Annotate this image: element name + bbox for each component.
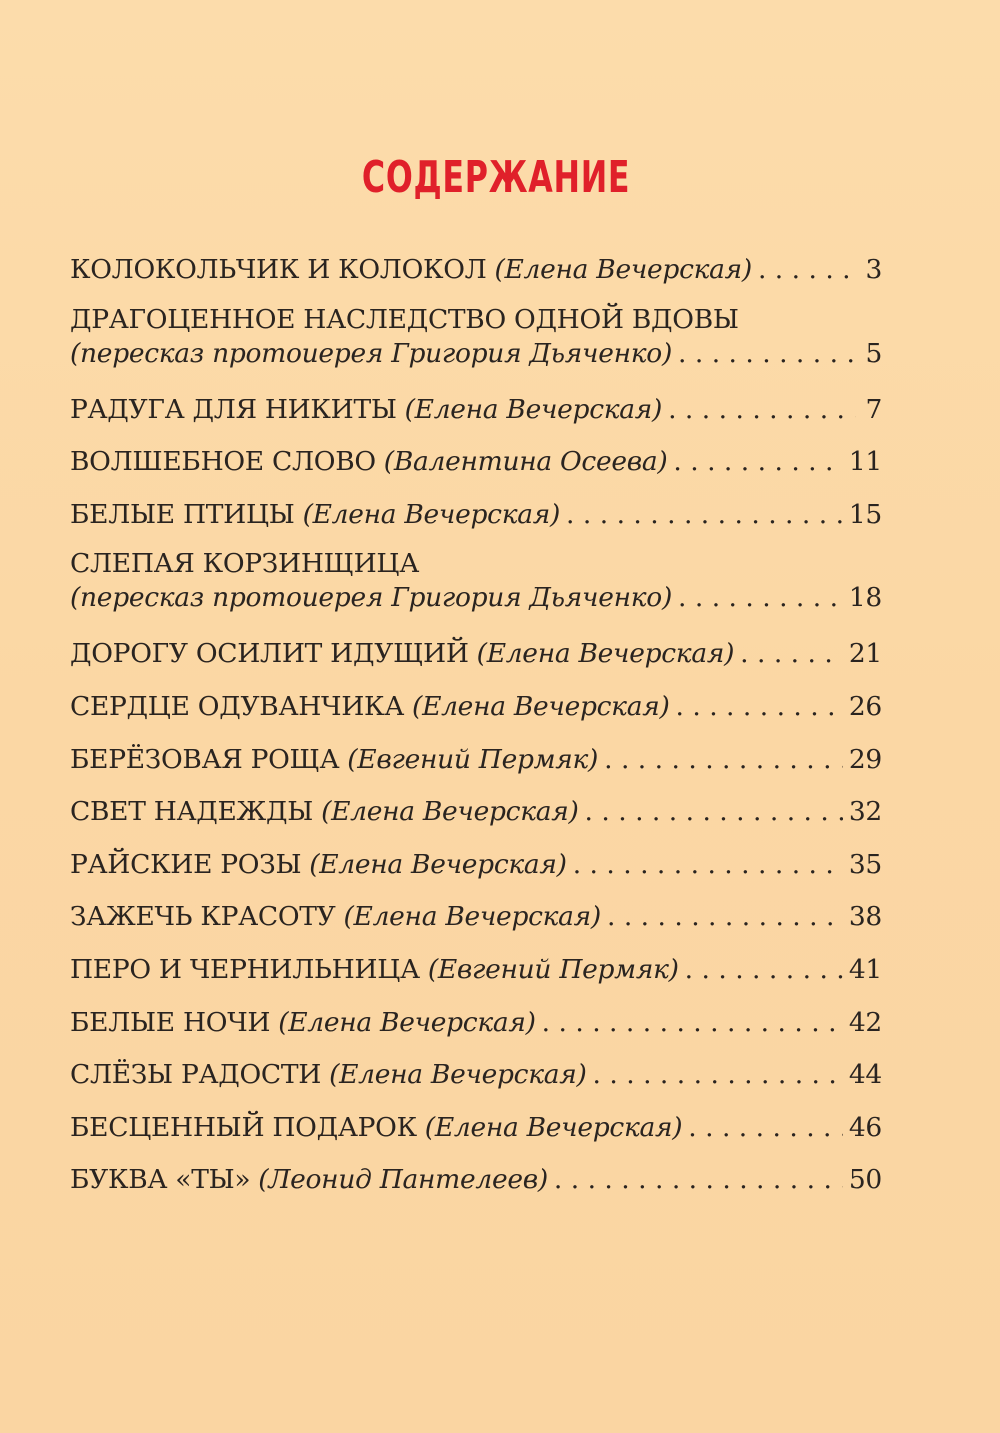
story-title: БЕЛЫЕ НОЧИ <box>70 1006 271 1038</box>
story-title: ВОЛШЕБНОЕ СЛОВО <box>70 446 376 478</box>
story-author: (Леонид Пантелеев) <box>258 1164 548 1196</box>
story-author: (Елена Вечерская) <box>302 498 561 530</box>
toc-entry[interactable] <box>70 543 882 630</box>
toc-entry[interactable] <box>70 841 882 894</box>
story-author: (Елена Вечерская) <box>412 690 670 722</box>
page-number: 46 <box>848 1111 882 1143</box>
dot-leader <box>758 253 856 287</box>
page-number: 18 <box>848 582 882 614</box>
story-author: (Евгений Пермяк) <box>427 953 679 985</box>
toc-entry[interactable] <box>70 1156 882 1209</box>
page-number: 38 <box>848 901 882 933</box>
story-title: СЕРДЦЕ ОДУВАНЧИКА <box>70 690 405 722</box>
toc-entry[interactable] <box>70 438 882 491</box>
story-author: (пересказ протоиерея Григория Дьяченко) <box>70 582 672 614</box>
dot-leader <box>593 1058 843 1092</box>
page-number: 50 <box>848 1164 882 1196</box>
story-title: СЛЁЗЫ РАДОСТИ <box>70 1059 322 1091</box>
story-author: (Евгений Пермяк) <box>347 743 599 775</box>
story-author: (Елена Вечерская) <box>476 638 735 670</box>
dot-leader <box>554 1163 843 1197</box>
story-title: СВЕТ НАДЕЖДЫ <box>70 796 314 828</box>
page-number: 3 <box>865 254 882 285</box>
story-title: ЗАЖЕЧЬ КРАСОТУ <box>70 901 336 933</box>
toc-entry[interactable] <box>70 788 882 841</box>
dot-leader <box>604 743 843 777</box>
dot-leader <box>566 498 843 532</box>
dot-leader <box>685 953 843 987</box>
page-number: 11 <box>848 446 882 478</box>
toc-entry[interactable] <box>70 630 882 683</box>
story-author: (Елена Вечерская) <box>321 796 579 828</box>
page-number: 5 <box>865 337 882 369</box>
toc-entry[interactable] <box>70 299 882 386</box>
story-title: РАЙСКИЕ РОЗЫ <box>70 848 302 880</box>
dot-leader <box>542 1006 843 1040</box>
dot-leader <box>678 579 843 617</box>
story-title: БЕСЦЕННЫЙ ПОДАРОК <box>70 1111 417 1143</box>
page-number: 41 <box>848 953 882 985</box>
story-author: (Елена Вечерская) <box>278 1006 536 1038</box>
story-title: ПЕРО И ЧЕРНИЛЬНИЦА <box>70 953 420 985</box>
story-title: БЕРЁЗОВАЯ РОЩА <box>70 743 340 775</box>
story-author: (Елена Вечерская) <box>424 1111 683 1143</box>
dot-leader <box>607 900 843 934</box>
story-title: БЕЛЫЕ ПТИЦЫ <box>70 498 295 530</box>
dot-leader <box>740 637 843 671</box>
toc-entry[interactable] <box>70 999 882 1052</box>
page-number: 21 <box>848 638 882 670</box>
story-author: (Елена Вечерская) <box>404 393 663 425</box>
story-author: (Елена Вечерская) <box>494 254 752 285</box>
dot-leader <box>585 795 843 829</box>
dot-leader <box>668 393 856 427</box>
page-number: 44 <box>848 1059 882 1091</box>
page-number: 42 <box>848 1006 882 1038</box>
toc-entry[interactable] <box>70 246 882 299</box>
dot-leader <box>678 335 856 373</box>
toc-entry[interactable] <box>70 736 882 789</box>
table-of-contents <box>70 246 882 1209</box>
dot-leader <box>573 848 843 882</box>
toc-entry[interactable] <box>70 893 882 946</box>
toc-entry[interactable] <box>70 946 882 999</box>
page-number: 26 <box>848 690 882 722</box>
dot-leader <box>673 445 842 479</box>
dot-leader <box>676 690 843 724</box>
toc-entry[interactable] <box>70 386 882 439</box>
page-number: 15 <box>848 498 882 530</box>
story-title: КОЛОКОЛЬЧИК И КОЛОКОЛ <box>70 254 487 285</box>
toc-entry[interactable] <box>70 1051 882 1104</box>
story-author: (Валентина Осеева) <box>383 446 668 478</box>
story-title: СЛЕПАЯ КОРЗИНЩИЦА <box>70 548 419 580</box>
story-title: РАДУГА ДЛЯ НИКИТЫ <box>70 393 397 425</box>
story-author: (пересказ протоиерея Григория Дьяченко) <box>70 337 672 369</box>
toc-entry[interactable] <box>70 683 882 736</box>
story-author: (Елена Вечерская) <box>309 848 567 880</box>
page-title: СОДЕРЖАНИЕ <box>361 152 631 203</box>
page-number: 7 <box>865 393 882 425</box>
story-title: БУКВА «ТЫ» <box>70 1164 251 1196</box>
toc-entry[interactable] <box>70 1104 882 1157</box>
dot-leader <box>688 1111 843 1145</box>
story-title: ДОРОГУ ОСИЛИТ ИДУЩИЙ <box>70 638 469 670</box>
story-author: (Елена Вечерская) <box>343 901 601 933</box>
page-number: 29 <box>848 743 882 775</box>
story-author: (Елена Вечерская) <box>329 1059 587 1091</box>
story-title: ДРАГОЦЕННОЕ НАСЛЕДСТВО ОДНОЙ ВДОВЫ <box>70 303 739 335</box>
toc-entry[interactable] <box>70 491 882 544</box>
page-number: 32 <box>848 796 882 828</box>
page-number: 35 <box>848 848 882 880</box>
